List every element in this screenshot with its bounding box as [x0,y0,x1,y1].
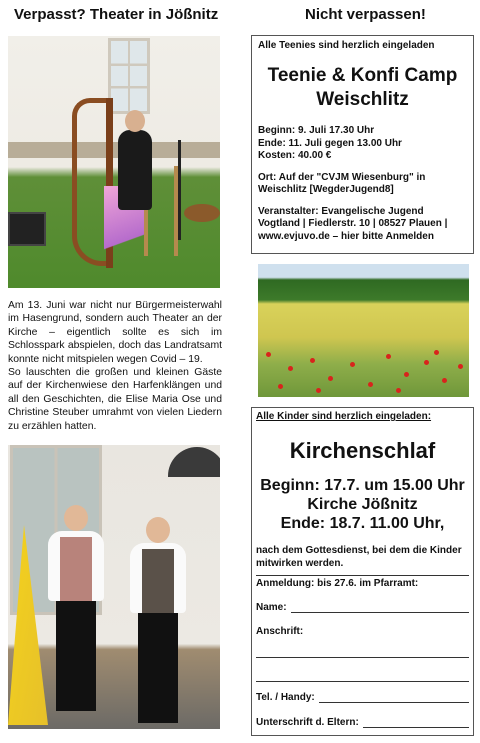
address-label: Anschrift: [256,626,304,637]
address-blank-1[interactable] [256,657,469,658]
kids-note: nach dem Gottesdienst, bei dem die Kinder mitwirken werden. [256,545,462,569]
phone-blank[interactable] [319,693,469,703]
wall-plinth [8,142,220,158]
umbrella [168,447,220,477]
kids-times [256,476,469,533]
amplifier [8,212,46,246]
name-blank[interactable] [291,603,469,613]
article-paragraph-2: So lauschten die großen und kleinen Gäste auf der Kirchenwiese den Harfenklängen und all den Geschichten, die Elise Maria Ose und Christine Steuber umrahmt von vielen Liedern zu erzählen hatten. [8,367,222,432]
signature-field[interactable] [256,717,469,728]
kids-location: Kirche Jößnitz [307,496,418,513]
microphone-stand [178,140,181,240]
left-heading: Verpasst? Theater in Jößnitz [14,6,219,23]
signature-blank[interactable] [363,718,469,728]
kids-title: Kirchenschlaf [289,438,436,463]
camp-end: Ende: 11. Juli gegen 13.00 Uhr [258,137,402,149]
camp-dates [258,125,467,163]
phone-label: Tel. / Handy: [256,692,315,703]
address-field [256,626,469,637]
camp-title-line1: Teenie & Konfi Camp [267,65,458,86]
harpist [118,130,152,210]
harpist-head [125,110,145,132]
camp-cost: Kosten: 40.00 € [258,150,332,161]
divider-line [256,575,469,576]
actors-photo [8,445,220,729]
article-paragraph-1: Am 13. Juni war nicht nur Bürgermeisterwahl im Hasengrund, sondern auch Theater an der Kirche – eigentlich sollte es sich im Schlosspark abspielen, doch das Landratsamt konnte nicht mitspielen wegen Covid – 19. [8,300,222,365]
camp-place: Ort: Auf der "CVJM Wiesenburg" in Weischlitz [WegderJugend8] [258,171,426,195]
drum [184,204,220,222]
right-heading: Nicht verpassen! [305,6,426,23]
kids-box [251,407,474,736]
camp-box [251,35,474,254]
kids-begin: Beginn: 17.7. um 15.00 Uhr [260,477,465,494]
poppy-meadow-photo [258,264,469,397]
kids-invite: Alle Kinder sind herzlich eingeladen: [256,411,432,422]
article-text [8,299,222,433]
camp-begin: Beginn: 9. Juli 17.30 Uhr [258,125,375,136]
registration-label: Anmeldung: bis 27.6. im Pfarramt: [256,578,419,589]
window [108,38,150,114]
camp-title [258,64,467,112]
registration-line [256,578,469,589]
phone-field[interactable] [256,692,469,703]
camp-organizer: Veranstalter: Evangelische Jugend Vogtland | Fiedlerstr. 10 | 08527 Plauen | www.evjuvo.de – hier bitte Anmelden [258,205,448,242]
camp-title-line2: Weischlitz [316,89,409,110]
harpist-photo [8,36,220,288]
name-field[interactable] [256,602,469,613]
camp-invite: Alle Teenies sind herzlich eingeladen [258,40,435,51]
kids-end: Ende: 18.7. 11.00 Uhr, [280,515,445,532]
signature-label: Unterschrift d. Eltern: [256,717,359,728]
address-blank-2[interactable] [256,681,469,682]
name-label: Name: [256,602,287,613]
